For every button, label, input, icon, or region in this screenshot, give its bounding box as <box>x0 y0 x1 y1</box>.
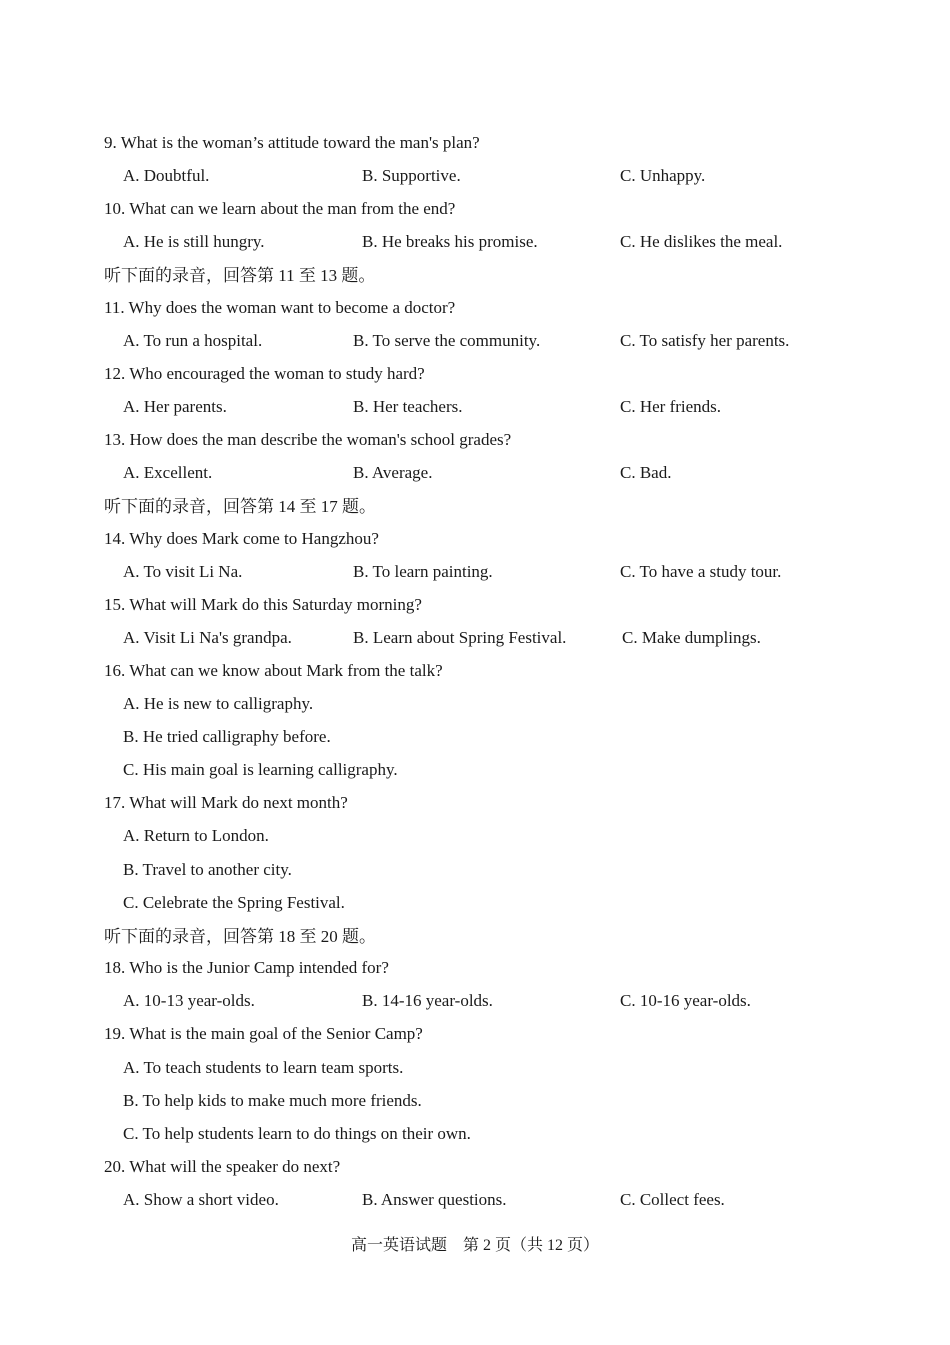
option-17c: C. Celebrate the Spring Festival. <box>123 893 345 912</box>
option-9c: C. Unhappy. <box>620 166 706 185</box>
question-17: 17. What will Mark do next month? <box>104 793 348 812</box>
option-19b: B. To help kids to make much more friends. <box>123 1091 422 1110</box>
option-13b: B. Average. <box>353 463 433 482</box>
option-16c: C. His main goal is learning calligraphy. <box>123 760 398 779</box>
question-12: 12. Who encouraged the woman to study hard? <box>104 364 425 383</box>
option-16b: B. He tried calligraphy before. <box>123 727 331 746</box>
option-17a: A. Return to London. <box>123 826 269 845</box>
option-12c: C. Her friends. <box>620 397 722 416</box>
question-18: 18. Who is the Junior Camp intended for? <box>104 958 389 977</box>
question-9: 9. What is the woman’s attitude toward the man's plan? <box>104 133 480 152</box>
page-footer: 高一英语试题 第 2 页（共 12 页） <box>350 1237 599 1254</box>
option-19c: C. To help students learn to do things on their own. <box>123 1124 471 1143</box>
option-18c: C. 10-16 year-olds. <box>620 991 751 1010</box>
option-9a: A. Doubtful. <box>123 166 210 185</box>
option-11b: B. To serve the community. <box>353 331 541 350</box>
option-12b: B. Her teachers. <box>353 397 463 416</box>
option-16a: A. He is new to calligraphy. <box>123 694 314 713</box>
option-13c: C. Bad. <box>620 463 672 482</box>
option-15b: B. Learn about Spring Festival. <box>353 628 567 647</box>
option-10b: B. He breaks his promise. <box>362 232 538 251</box>
option-10a: A. He is still hungry. <box>123 232 265 251</box>
question-14: 14. Why does Mark come to Hangzhou? <box>104 529 379 548</box>
option-15c: C. Make dumplings. <box>622 628 761 647</box>
option-20a: A. Show a short video. <box>123 1190 279 1209</box>
option-14a: A. To visit Li Na. <box>123 562 243 581</box>
option-11c: C. To satisfy her parents. <box>620 331 790 350</box>
section-instruction-11-13: 听下面的录音，回答第 11 至 13 题。 <box>104 266 376 285</box>
option-11a: A. To run a hospital. <box>123 331 263 350</box>
section-instruction-14-17: 听下面的录音，回答第 14 至 17 题。 <box>104 497 376 516</box>
option-14b: B. To learn painting. <box>353 562 493 581</box>
question-11: 11. Why does the woman want to become a doctor? <box>104 298 456 317</box>
option-19a: A. To teach students to learn team sports. <box>123 1058 404 1077</box>
option-18b: B. 14-16 year-olds. <box>362 991 493 1010</box>
question-19: 19. What is the main goal of the Senior Camp? <box>104 1024 423 1043</box>
option-10c: C. He dislikes the meal. <box>620 232 783 251</box>
option-14c: C. To have a study tour. <box>620 562 782 581</box>
question-13: 13. How does the man describe the woman's school grades? <box>104 430 512 449</box>
option-20b: B. Answer questions. <box>362 1190 507 1209</box>
question-20: 20. What will the speaker do next? <box>104 1157 341 1176</box>
option-13a: A. Excellent. <box>123 463 213 482</box>
question-10: 10. What can we learn about the man from the end? <box>104 199 456 218</box>
option-17b: B. Travel to another city. <box>123 860 292 879</box>
option-15a: A. Visit Li Na's grandpa. <box>123 628 292 647</box>
option-20c: C. Collect fees. <box>620 1190 725 1209</box>
option-12a: A. Her parents. <box>123 397 227 416</box>
option-9b: B. Supportive. <box>362 166 461 185</box>
question-15: 15. What will Mark do this Saturday morning? <box>104 595 422 614</box>
option-18a: A. 10-13 year-olds. <box>123 991 255 1010</box>
question-16: 16. What can we know about Mark from the talk? <box>104 661 443 680</box>
section-instruction-18-20: 听下面的录音，回答第 18 至 20 题。 <box>104 927 376 946</box>
